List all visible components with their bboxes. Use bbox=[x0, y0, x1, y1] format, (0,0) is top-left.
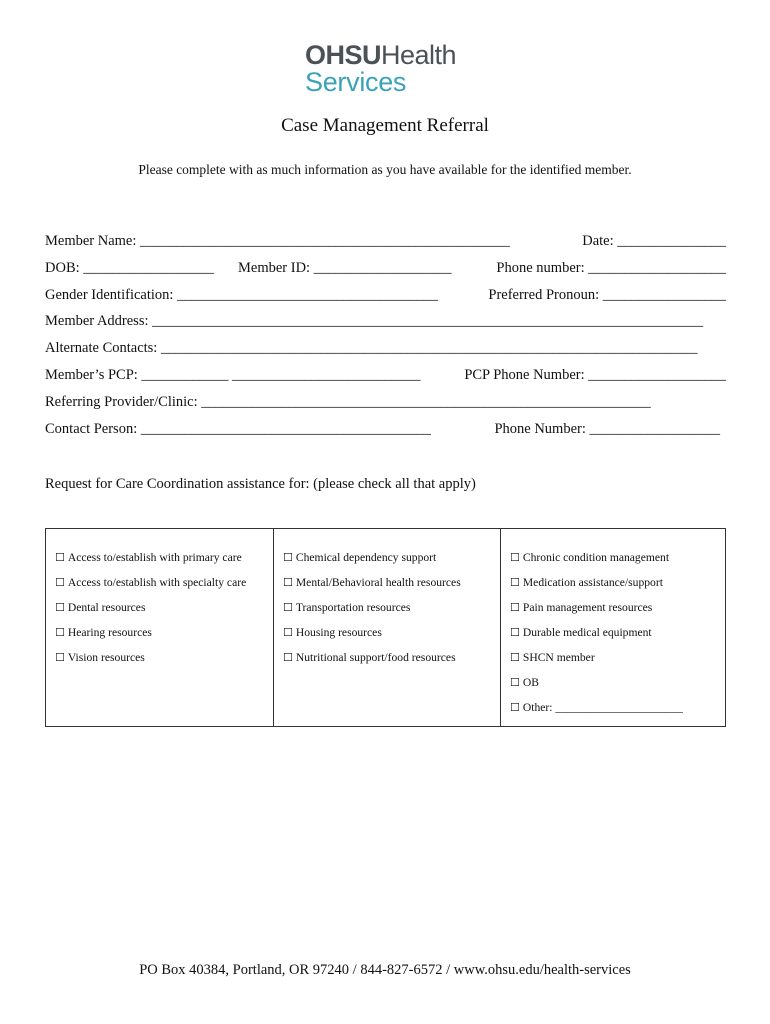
row-member-name bbox=[45, 233, 726, 250]
page-title: Case Management Referral bbox=[281, 115, 489, 136]
care-coordination-options-table bbox=[45, 528, 726, 727]
option-primary-care[interactable] bbox=[55, 551, 273, 576]
checkbox-icon[interactable]: ☐ bbox=[55, 601, 65, 614]
checkbox-icon[interactable]: ☐ bbox=[510, 626, 520, 639]
row-pcp bbox=[45, 367, 726, 384]
checkbox-icon[interactable]: ☐ bbox=[55, 651, 65, 664]
member-address-field[interactable]: Member Address: ____________________________________________________________________________ bbox=[45, 313, 704, 329]
checkbox-icon[interactable]: ☐ bbox=[283, 626, 293, 639]
checkbox-icon[interactable]: ☐ bbox=[55, 576, 65, 589]
option-chemical-dependency[interactable] bbox=[283, 551, 500, 576]
alternate-contacts-field[interactable]: Alternate Contacts: __________________________________________________________________________ bbox=[45, 340, 698, 356]
option-label: Mental/Behavioral health resources bbox=[295, 576, 461, 589]
checkbox-icon[interactable]: ☐ bbox=[283, 576, 293, 589]
page-subtitle: Please complete with as much information as you have available for the identified member. bbox=[138, 162, 632, 177]
member-id-field[interactable]: Member ID: ___________________ bbox=[238, 260, 452, 276]
preferred-pronoun-field[interactable]: Preferred Pronoun: _________________ bbox=[488, 287, 726, 303]
option-chronic-condition[interactable] bbox=[510, 551, 725, 576]
logo-line-2: Services bbox=[305, 67, 407, 97]
option-nutritional-support[interactable] bbox=[283, 651, 500, 676]
pcp-phone-field[interactable]: PCP Phone Number: ___________________ bbox=[464, 367, 726, 383]
option-label: Dental resources bbox=[67, 601, 146, 614]
row-contact-person bbox=[45, 421, 726, 438]
option-medication-assistance[interactable] bbox=[510, 576, 725, 601]
option-label: Pain management resources bbox=[522, 601, 653, 614]
logo-brand-light: Health bbox=[381, 40, 457, 70]
option-label: Hearing resources bbox=[67, 626, 152, 639]
option-shcn-member[interactable] bbox=[510, 651, 725, 676]
phone-number-field[interactable]: Phone number: ___________________ bbox=[496, 260, 726, 276]
option-label: Medication assistance/support bbox=[522, 576, 663, 589]
checkbox-icon[interactable]: ☐ bbox=[283, 651, 293, 664]
option-label: Housing resources bbox=[295, 626, 382, 639]
option-pain-management[interactable] bbox=[510, 601, 725, 626]
option-housing[interactable] bbox=[283, 626, 500, 651]
option-label: Durable medical equipment bbox=[522, 626, 652, 639]
option-durable-equipment[interactable] bbox=[510, 626, 725, 651]
date-field[interactable]: Date: _______________ bbox=[582, 233, 726, 249]
logo-line-1 bbox=[305, 42, 456, 69]
footer-contact: PO Box 40384, Portland, OR 97240 / 844-827-6572 / www.ohsu.edu/health-services bbox=[139, 962, 631, 978]
option-specialty-care[interactable] bbox=[55, 576, 273, 601]
checkbox-icon[interactable]: ☐ bbox=[510, 676, 520, 689]
checkbox-icon[interactable]: ☐ bbox=[55, 551, 65, 564]
option-label: Vision resources bbox=[67, 651, 145, 664]
options-column-3 bbox=[500, 529, 725, 726]
option-label: Nutritional support/food resources bbox=[295, 651, 456, 664]
row-dob bbox=[45, 260, 726, 277]
checkbox-icon[interactable]: ☐ bbox=[510, 576, 520, 589]
option-vision[interactable] bbox=[55, 651, 273, 676]
checkbox-icon[interactable]: ☐ bbox=[55, 626, 65, 639]
member-pcp-field[interactable]: Member’s PCP: ____________ __________________________ bbox=[45, 367, 421, 383]
contact-phone-field[interactable]: Phone Number: __________________ bbox=[494, 421, 720, 437]
logo-brand-bold: OHSU bbox=[305, 40, 382, 70]
row-referring-provider bbox=[45, 394, 726, 411]
option-mental-health[interactable] bbox=[283, 576, 500, 601]
option-ob[interactable] bbox=[510, 676, 725, 701]
member-name-field[interactable]: Member Name: ___________________________________________________ bbox=[45, 233, 510, 249]
checkbox-icon[interactable]: ☐ bbox=[283, 601, 293, 614]
dob-field[interactable]: DOB: __________________ bbox=[45, 260, 214, 276]
option-label: Access to/establish with primary care bbox=[67, 551, 242, 564]
options-column-2 bbox=[273, 529, 500, 726]
row-address bbox=[45, 313, 726, 330]
option-label: Other: ______________________ bbox=[522, 701, 683, 714]
contact-person-field[interactable]: Contact Person: ________________________________________ bbox=[45, 421, 431, 437]
checkbox-icon[interactable]: ☐ bbox=[510, 651, 520, 664]
option-label: Transportation resources bbox=[295, 601, 411, 614]
option-label: OB bbox=[522, 676, 539, 689]
row-alternate-contacts bbox=[45, 340, 726, 357]
option-label: Access to/establish with specialty care bbox=[67, 576, 247, 589]
option-label: Chronic condition management bbox=[522, 551, 670, 564]
option-transportation[interactable] bbox=[283, 601, 500, 626]
option-other[interactable] bbox=[510, 701, 725, 726]
option-hearing[interactable] bbox=[55, 626, 273, 651]
option-label: SHCN member bbox=[522, 651, 595, 664]
checkbox-icon[interactable]: ☐ bbox=[283, 551, 293, 564]
checkbox-icon[interactable]: ☐ bbox=[510, 701, 520, 714]
row-gender bbox=[45, 287, 726, 304]
referring-provider-field[interactable]: Referring Provider/Clinic: ______________________________________________________________ bbox=[45, 394, 651, 410]
option-label: Chemical dependency support bbox=[295, 551, 437, 564]
checkbox-icon[interactable]: ☐ bbox=[510, 601, 520, 614]
ohsu-logo bbox=[305, 42, 456, 96]
request-label: Request for Care Coordination assistance for: (please check all that apply) bbox=[45, 476, 476, 492]
option-dental[interactable] bbox=[55, 601, 273, 626]
checkbox-icon[interactable]: ☐ bbox=[510, 551, 520, 564]
gender-identification-field[interactable]: Gender Identification: ____________________________________ bbox=[45, 287, 439, 303]
options-column-1 bbox=[46, 529, 273, 726]
